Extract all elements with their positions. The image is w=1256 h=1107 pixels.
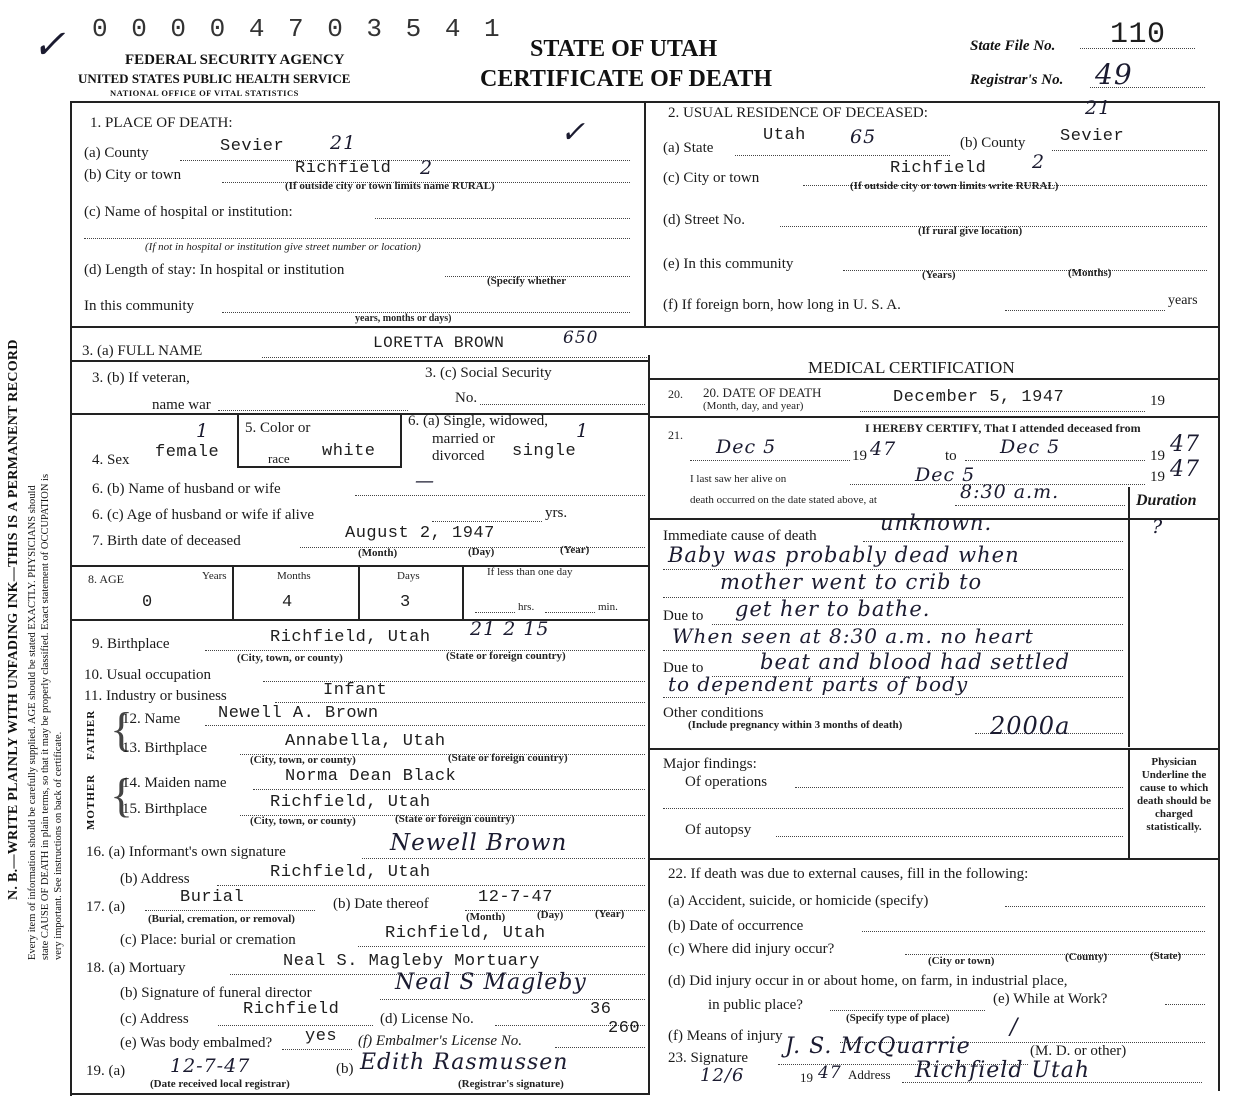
last-saw-year: 47: [1170, 457, 1200, 482]
death-city-label: (b) City or town: [84, 167, 182, 183]
marital-value: single: [512, 442, 577, 461]
residence-state-label: (a) State: [663, 140, 714, 156]
cause-line-7: to dependent parts of body: [668, 672, 969, 696]
birthplace-label: 9. Birthplace: [92, 636, 170, 652]
burial-date-label: (b) Date thereof: [333, 896, 429, 912]
husband-age-label: 6. (c) Age of husband or wife if alive: [92, 507, 315, 523]
informant-signature-label: 16. (a) Informant's own signature: [86, 844, 286, 860]
certify-text: I HEREBY CERTIFY, That I attended deceased from: [865, 421, 1141, 435]
residence-county-value: Sevier: [1060, 127, 1125, 146]
stay-note: (Specify whether: [487, 275, 567, 287]
hospital-note: (If not in hospital or institution give street number or location): [145, 241, 421, 253]
duration-value: ?: [1152, 516, 1164, 538]
received-date-note: (Date received local registrar): [150, 1078, 290, 1090]
minutes-label: min.: [598, 601, 618, 613]
death-county-code: 21: [330, 132, 357, 154]
funeral-director-label: (b) Signature of funeral director: [120, 985, 312, 1001]
street-note: (If rural give location): [918, 225, 1023, 237]
instructions-line-3: very important. See instructions on back of certificate.: [53, 731, 64, 960]
age-label: 8. AGE: [88, 572, 124, 586]
father-brace: {: [110, 703, 134, 756]
street-label: (d) Street No.: [663, 212, 746, 228]
birthplace-city-note: (City, town, or county): [237, 652, 343, 664]
social-security-label: 3. (c) Social Security: [425, 365, 552, 381]
certificate-title: CERTIFICATE OF DEATH: [480, 66, 773, 92]
foreign-born-unit: years: [1168, 293, 1198, 308]
state-title: STATE OF UTAH: [530, 36, 718, 62]
external-e-label: (e) While at Work?: [993, 991, 1108, 1007]
other-conditions-label: Other conditions: [663, 705, 764, 721]
marital-label-2: married or: [432, 431, 495, 447]
immediate-cause-value: unknown.: [880, 511, 993, 535]
birth-date-label: 7. Birth date of deceased: [92, 533, 241, 549]
residence-county-label: (b) County: [960, 135, 1026, 151]
physician-note: Physician Underline the cause to which death should be charged statistically.: [1137, 756, 1211, 833]
received-date-value: 12-7-47: [170, 1055, 251, 1077]
margin-check-mark: ✓: [32, 22, 67, 68]
date-of-death-value: December 5, 1947: [893, 388, 1065, 407]
signature-label: 23. Signature: [668, 1050, 748, 1066]
birth-month-label: (Month): [358, 547, 398, 559]
external-b-label: (b) Date of occurrence: [668, 918, 804, 934]
age-years-value: 0: [142, 593, 153, 612]
burial-year-label: (Year): [595, 908, 625, 920]
burial-day-label: (Day): [537, 909, 564, 921]
industry-label: 11. Industry or business: [84, 688, 227, 704]
signature-year-19: 19: [800, 1070, 813, 1085]
father-state-note: (State or foreign country): [448, 752, 568, 764]
age-days-value: 3: [400, 593, 411, 612]
mortuary-address-label: (c) Address: [120, 1011, 189, 1027]
burial-type-note: (Burial, cremation, or removal): [148, 913, 295, 925]
last-saw-19: 19: [1150, 469, 1165, 485]
residence-city-code: 2: [1032, 151, 1046, 173]
father-name-value: Newell A. Brown: [218, 704, 379, 723]
license-value: 36: [590, 1000, 612, 1019]
residence-heading-code: 21: [1085, 97, 1112, 119]
social-security-no-label: No.: [455, 390, 478, 406]
residence-state-code: 65: [850, 126, 877, 148]
informant-signature: Newell Brown: [390, 830, 568, 856]
other-conditions-note: (Include pregnancy within 3 months of death): [688, 719, 903, 731]
death-city-note: (If outside city or town limits name RURAL): [285, 180, 495, 192]
birth-year-label: (Year): [560, 544, 590, 556]
occurred-label: death occurred on the date stated above, at: [690, 494, 877, 506]
due-to-label-2: Due to: [663, 660, 704, 676]
other-conditions-value: 2000a: [990, 712, 1071, 740]
registrar-signature-note: (Registrar's signature): [458, 1078, 564, 1090]
informant-address-value: Richfield, Utah: [270, 863, 431, 882]
instructions-line-2: state CAUSE OF DEATH in plain terms, so that it may be properly classified. Exact statement of OCCUPATION is: [40, 473, 51, 960]
veteran-label: 3. (b) If veteran,: [92, 370, 190, 386]
cause-line-3: mother went to crib to: [720, 570, 983, 594]
registrar-number: 49: [1095, 58, 1133, 91]
death-county-label: (a) County: [84, 145, 149, 161]
veteran-war-label: name war: [152, 397, 211, 413]
attended-to-19: 19: [1150, 448, 1165, 464]
burial-date-value: 12-7-47: [478, 888, 553, 907]
father-birthplace-value: Annabella, Utah: [285, 732, 446, 751]
age-years-label: Years: [202, 570, 227, 582]
signature-year: 47: [818, 1063, 842, 1083]
external-d-label-1: (d) Did injury occur in or about home, on farm, in industrial place,: [668, 973, 1068, 989]
residence-state-value: Utah: [763, 126, 806, 145]
father-side-label: FATHER: [85, 709, 97, 760]
occupation-label: 10. Usual occupation: [84, 667, 212, 683]
certificate-number: 0 0 0 0 4 7 0 3 5 4 1: [92, 14, 504, 44]
residence-heading: 2. USUAL RESIDENCE OF DECEASED:: [668, 105, 928, 121]
birthplace-state-note: (State or foreign country): [446, 650, 566, 662]
registrar-signature-label: (b): [336, 1061, 354, 1077]
registrar-number-label: Registrar's No.: [970, 72, 1064, 88]
mother-brace: {: [110, 769, 134, 822]
husband-name-value: —: [415, 470, 435, 492]
industry-value: Infant: [323, 681, 388, 700]
death-county-value: Sevier: [220, 137, 285, 156]
date-of-death-number: 20.: [668, 387, 683, 401]
marital-code: 1: [576, 420, 590, 442]
cause-line-2: Baby was probably dead when: [668, 543, 1020, 567]
sex-label: 4. Sex: [92, 452, 130, 468]
attended-from-year: 47: [870, 438, 897, 460]
embalmer-license-value: 260: [608, 1019, 641, 1038]
duration-label: Duration: [1136, 492, 1197, 509]
address-label: Address: [848, 1067, 891, 1082]
funeral-director-signature: Neal S Magleby: [395, 970, 587, 995]
burial-type-value: Burial: [180, 888, 245, 907]
cause-line-5: When seen at 8:30 a.m. no heart: [672, 624, 1034, 648]
mortuary-label: 18. (a) Mortuary: [86, 960, 186, 976]
age-less-day-label: If less than one day: [487, 566, 573, 578]
external-state-note: (State): [1150, 950, 1182, 962]
husband-name-label: 6. (b) Name of husband or wife: [92, 481, 281, 497]
place-check-mark: ✓: [560, 115, 587, 150]
date-of-death-note: (Month, day, and year): [703, 400, 804, 412]
medical-certification-heading: MEDICAL CERTIFICATION: [808, 358, 1015, 377]
state-file-number: 110: [1110, 18, 1166, 52]
mother-city-note: (City, town, or county): [250, 815, 356, 827]
received-date-label: 19. (a): [86, 1063, 126, 1079]
date-of-death-suffix: 19: [1150, 393, 1165, 409]
physician-signature: J. S. McQuarrie: [785, 1034, 971, 1059]
due-to-label-1: Due to: [663, 608, 704, 624]
external-d-label-2: in public place?: [708, 997, 803, 1013]
last-saw-date: Dec 5: [915, 464, 976, 486]
death-city-value: Richfield: [295, 159, 392, 178]
mortuary-address-value: Richfield: [243, 1000, 340, 1019]
birthplace-code: 21 2 15: [470, 618, 550, 640]
embalmed-label: (e) Was body embalmed?: [120, 1035, 273, 1051]
immediate-cause-label: Immediate cause of death: [663, 528, 817, 544]
husband-age-unit: yrs.: [545, 505, 568, 521]
burial-place-value: Richfield, Utah: [385, 924, 546, 943]
external-c-label: (c) Where did injury occur?: [668, 941, 835, 957]
mother-state-note: (State or foreign country): [395, 813, 515, 825]
burial-month-label: (Month): [466, 911, 506, 923]
mother-birthplace-label: 15. Birthplace: [122, 801, 207, 817]
last-saw-label: I last saw her alive on: [690, 473, 787, 485]
attended-from-19: 19: [852, 448, 867, 464]
agency-name: FEDERAL SECURITY AGENCY: [125, 52, 345, 68]
due-to-value-1: get her to bathe.: [735, 597, 931, 621]
sex-code: 1: [196, 420, 210, 442]
place-of-death-heading: 1. PLACE OF DEATH:: [90, 115, 233, 131]
major-findings-label: Major findings:: [663, 756, 757, 772]
external-a-label: (a) Accident, suicide, or homicide (specify): [668, 893, 929, 909]
residence-community-label: (e) In this community: [663, 256, 794, 272]
attended-to-date: Dec 5: [1000, 436, 1061, 458]
signature-date: 12/6: [700, 1065, 745, 1086]
attended-to-label: to: [945, 448, 957, 464]
external-f-mark: /: [1010, 1015, 1019, 1040]
color-label: 5. Color or: [245, 420, 311, 436]
color-race-label: race: [268, 451, 290, 466]
mother-birthplace-value: Richfield, Utah: [270, 793, 431, 812]
due-to-value-2: beat and blood had settled: [760, 650, 1071, 674]
birth-day-label: (Day): [468, 546, 495, 558]
marital-label-1: 6. (a) Single, widowed,: [408, 413, 548, 429]
occurred-time: 8:30 a.m.: [960, 481, 1060, 503]
sex-value: female: [155, 443, 220, 462]
residence-city-note: (If outside city or town limits write RURAL): [850, 180, 1059, 192]
death-city-code: 2: [420, 157, 434, 179]
birth-date-value: August 2, 1947: [345, 524, 495, 543]
burial-place-label: (c) Place: burial or cremation: [120, 932, 296, 948]
stay-label: (d) Length of stay: In hospital or institution: [84, 262, 345, 278]
mother-side-label: MOTHER: [85, 773, 97, 830]
office-name: NATIONAL OFFICE OF VITAL STATISTICS: [110, 88, 299, 98]
residence-city-value: Richfield: [890, 159, 987, 178]
residence-city-label: (c) City or town: [663, 170, 760, 186]
md-label: (M. D. or other): [1030, 1043, 1127, 1059]
mortuary-value: Neal S. Magleby Mortuary: [283, 952, 540, 971]
operations-label: Of operations: [685, 774, 768, 790]
mother-name-label: 14. Maiden name: [122, 775, 227, 791]
color-value: white: [322, 442, 376, 461]
father-name-label: 12. Name: [122, 711, 181, 727]
external-causes-heading: 22. If death was due to external causes, fill in the following:: [668, 866, 1029, 882]
external-f-label: (f) Means of injury: [668, 1028, 783, 1044]
full-name-code: 650: [563, 328, 599, 348]
registrar-signature: Edith Rasmussen: [360, 1050, 569, 1075]
months-label: (Months): [1068, 267, 1112, 279]
marital-label-3: divorced: [432, 448, 485, 464]
mother-name-value: Norma Dean Black: [285, 767, 457, 786]
burial-type-label: 17. (a): [86, 899, 126, 915]
license-label: (d) License No.: [380, 1011, 474, 1027]
father-birthplace-label: 13. Birthplace: [122, 740, 207, 756]
hours-label: hrs.: [518, 601, 535, 613]
date-of-death-label: 20. DATE OF DEATH: [703, 385, 822, 400]
external-county-note: (County): [1065, 951, 1108, 963]
age-days-label: Days: [397, 570, 420, 582]
foreign-born-label: (f) If foreign born, how long in U. S. A.: [663, 297, 901, 313]
informant-address-label: (b) Address: [120, 871, 190, 887]
embalmed-value: yes: [305, 1027, 338, 1046]
certify-number: 21.: [668, 428, 683, 442]
autopsy-label: Of autopsy: [685, 822, 752, 838]
physician-address: Richfield Utah: [915, 1058, 1091, 1083]
full-name-label: 3. (a) FULL NAME: [82, 343, 203, 359]
hospital-label: (c) Name of hospital or institution:: [84, 204, 293, 220]
external-city-note: (City or town): [928, 955, 995, 967]
external-d-note: (Specify type of place): [846, 1012, 950, 1024]
full-name-value: LORETTA BROWN: [373, 334, 505, 352]
instructions-line-1: Every item of information should be carefully supplied. AGE should be stated EXACTLY. PHYSICIANS should: [27, 485, 38, 960]
state-file-label: State File No.: [970, 38, 1056, 54]
years-label: (Years): [922, 269, 956, 281]
attended-to-year: 47: [1170, 432, 1200, 457]
father-city-note: (City, town, or county): [250, 754, 356, 766]
community-label: In this community: [84, 298, 194, 314]
age-months-value: 4: [282, 593, 293, 612]
birthplace-value: Richfield, Utah: [270, 628, 431, 647]
age-months-label: Months: [277, 570, 311, 582]
embalmer-license-label: (f) Embalmer's License No.: [358, 1033, 523, 1049]
ink-warning: N. B.—WRITE PLAINLY WITH UNFADING INK—THIS IS A PERMANENT RECORD: [6, 339, 21, 900]
community-note: years, months or days): [355, 313, 452, 324]
attended-from-date: Dec 5: [716, 436, 777, 458]
service-name: UNITED STATES PUBLIC HEALTH SERVICE: [78, 71, 351, 86]
